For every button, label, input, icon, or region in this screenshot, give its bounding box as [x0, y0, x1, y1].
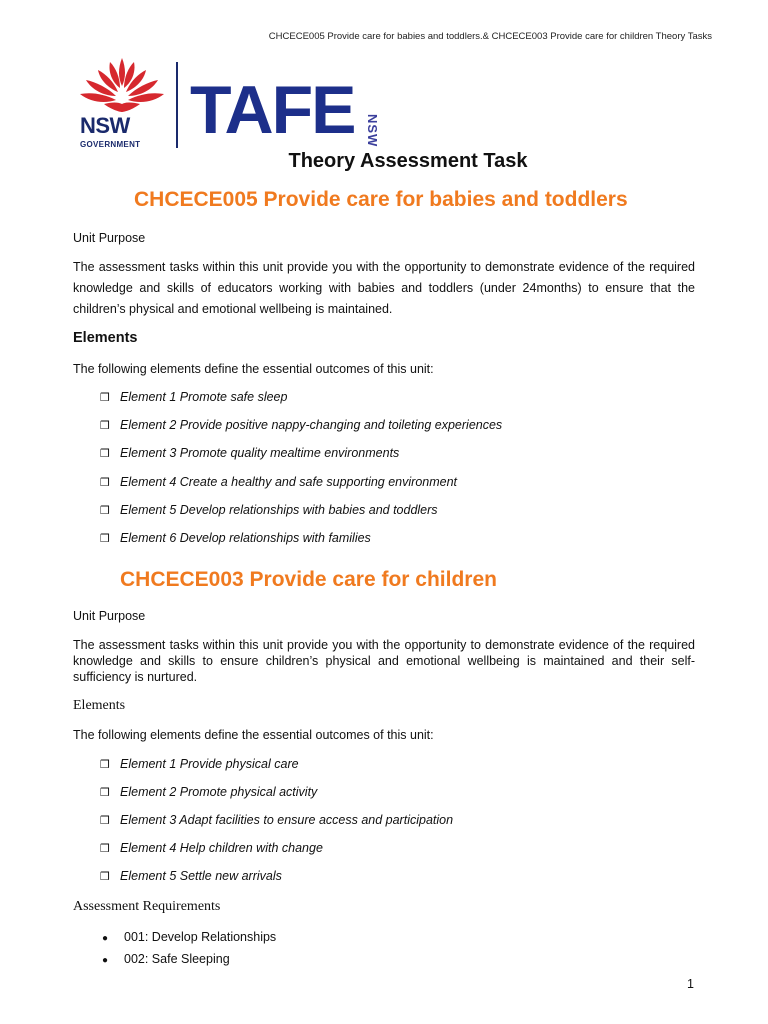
unit2-purpose-label: Unit Purpose — [73, 609, 146, 623]
unit1-element-item: ❒ Element 2 Provide positive nappy-changing and toileting experiences — [100, 418, 503, 432]
waratah-flower-icon — [74, 56, 170, 116]
unit2-element-item: ❒ Element 3 Adapt facilities to ensure access and participation — [100, 813, 454, 827]
checkbox-icon: ❒ — [100, 420, 110, 432]
page-number: 1 — [687, 977, 694, 991]
unit2-element-item: ❒ Element 2 Promote physical activity — [100, 785, 318, 799]
checkbox-icon: ❒ — [100, 787, 110, 799]
checkbox-icon: ❒ — [100, 871, 110, 883]
checkbox-icon: ❒ — [100, 477, 110, 489]
checkbox-icon: ❒ — [100, 505, 110, 517]
government-wordmark: GOVERNMENT — [80, 140, 141, 149]
assessment-item: ● 001: Develop Relationships — [102, 930, 277, 944]
checkbox-icon: ❒ — [100, 392, 110, 404]
unit1-element-item: ❒ Element 4 Create a healthy and safe supporting environment — [100, 475, 458, 489]
checkbox-icon: ❒ — [100, 843, 110, 855]
page-title: Theory Assessment Task — [288, 150, 528, 172]
unit1-element-item: ❒ Element 3 Promote quality mealtime environments — [100, 446, 400, 460]
bullet-icon: ● — [102, 933, 109, 944]
unit1-element-item: ❒ Element 6 Develop relationships with families — [100, 531, 371, 545]
unit2-element-item: ❒ Element 4 Help children with change — [100, 841, 323, 855]
logo-divider — [176, 62, 178, 148]
bullet-icon: ● — [102, 955, 109, 966]
nsw-wordmark: NSW — [80, 113, 130, 138]
running-header: CHCECE005 Provide care for babies and toddlers.& CHCECE003 Provide care for children Theory Tasks — [268, 31, 712, 42]
unit2-elements-heading: Elements — [73, 698, 126, 713]
unit1-element-item: ❒ Element 1 Promote safe sleep — [100, 390, 288, 404]
unit2-title: CHCECE003 Provide care for children — [120, 568, 497, 591]
unit1-elements-intro: The following elements define the essential outcomes of this unit: — [73, 362, 434, 376]
checkbox-icon: ❒ — [100, 815, 110, 827]
unit1-purpose-label: Unit Purpose — [73, 231, 146, 245]
nsw-tafe-logo — [72, 56, 402, 152]
unit1-element-item: ❒ Element 5 Develop relationships with babies and toddlers — [100, 503, 438, 517]
assessment-heading: Assessment Requirements — [73, 899, 221, 914]
unit2-element-item: ❒ Element 1 Provide physical care — [100, 757, 299, 771]
assessment-item: ● 002: Safe Sleeping — [102, 952, 230, 966]
unit1-title: CHCECE005 Provide care for babies and toddlers — [134, 188, 628, 211]
tafe-nsw-wordmark: NSW — [365, 114, 380, 148]
unit2-element-item: ❒ Element 5 Settle new arrivals — [100, 869, 282, 883]
unit2-elements-intro: The following elements define the essential outcomes of this unit: — [73, 728, 434, 742]
unit2-purpose-text: The assessment tasks within this unit provide you with the opportunity to demonstrate evidence of the required knowledge and skills to ensure children’s physical and emotional wellbeing is maintained and their self-sufficiency is nurtured. — [73, 638, 695, 684]
unit1-purpose-text: The assessment tasks within this unit provide you with the opportunity to demonstrate evidence of the required knowledge and skills of educators working with babies and toddlers (under 24months) to ensure that the children’s physical and emotional wellbeing is maintained. — [73, 260, 695, 316]
tafe-wordmark: TAFE — [190, 72, 355, 148]
checkbox-icon: ❒ — [100, 759, 110, 771]
checkbox-icon: ❒ — [100, 533, 110, 545]
checkbox-icon: ❒ — [100, 448, 110, 460]
unit1-elements-heading: Elements — [73, 330, 138, 346]
